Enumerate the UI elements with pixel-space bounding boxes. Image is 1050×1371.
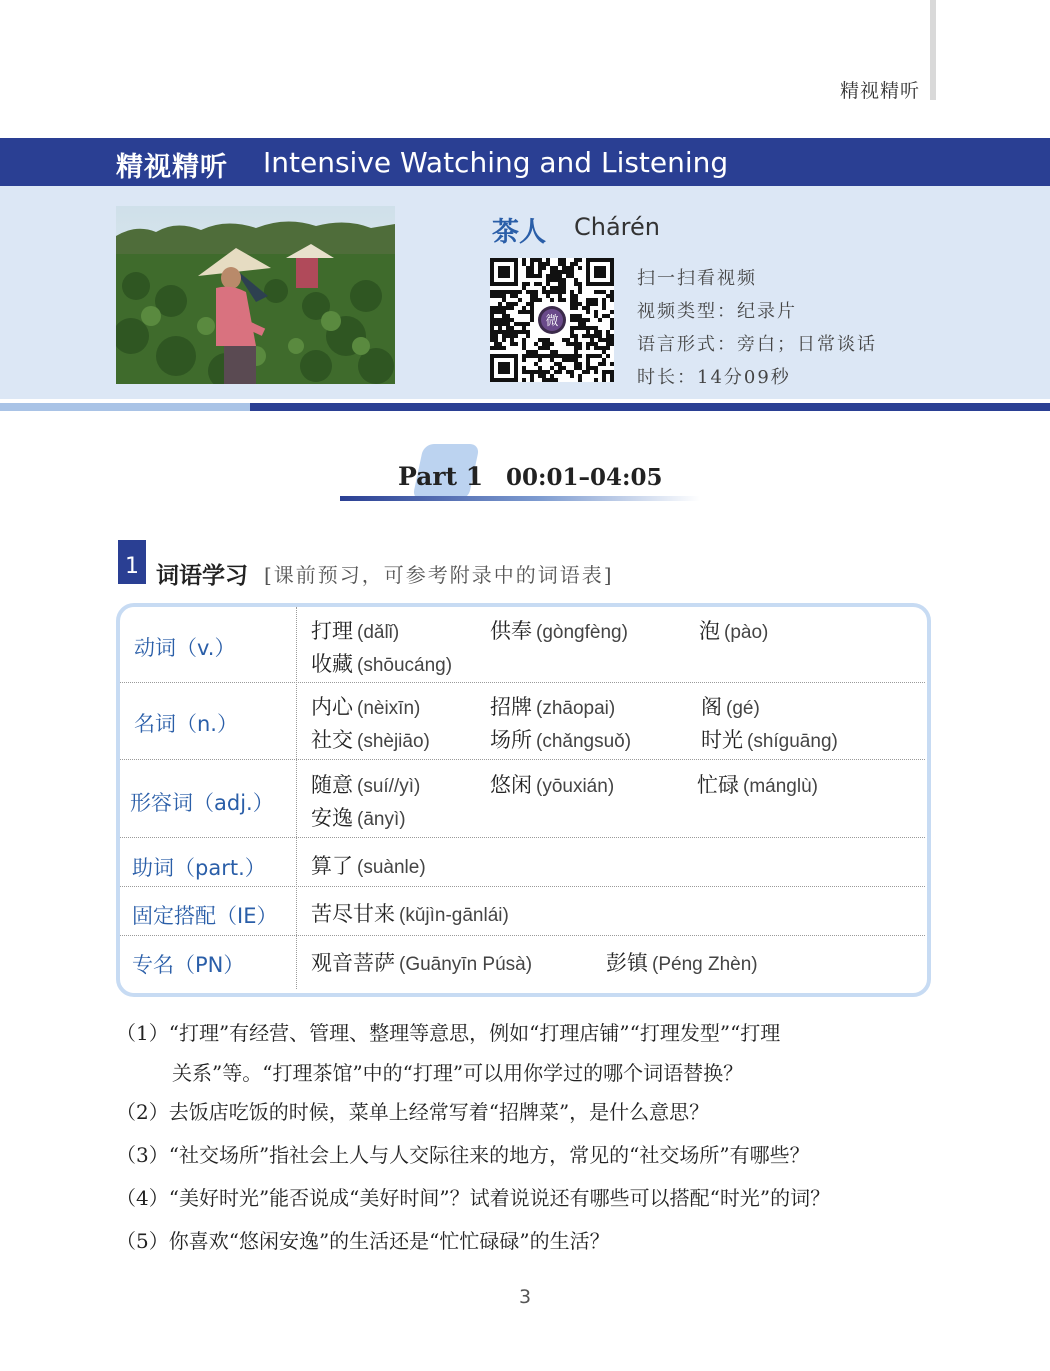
vocab-entry xyxy=(699,615,768,645)
vocab-entry xyxy=(490,724,631,754)
vocab-entry xyxy=(490,615,628,645)
vocab-word: 阁 xyxy=(701,695,722,719)
vocab-pinyin: (yōuxián) xyxy=(536,776,615,797)
vocab-pinyin: (chǎngsuǒ) xyxy=(536,731,632,752)
question-number: （3） xyxy=(116,1143,169,1167)
vocab-word: 内心 xyxy=(311,695,353,719)
banner-title-en: Intensive Watching and Listening xyxy=(263,146,729,179)
vocab-pinyin: (Péng Zhèn) xyxy=(652,954,758,975)
question-number: （5） xyxy=(116,1229,169,1253)
vocab-column-divider xyxy=(296,607,297,989)
question-2 xyxy=(116,1099,709,1125)
vocab-word: 忙碌 xyxy=(697,773,739,797)
vocab-word: 彭镇 xyxy=(606,951,648,975)
vocab-pinyin: (pào) xyxy=(724,622,769,643)
vocab-word: 随意 xyxy=(311,773,353,797)
question-number: （1） xyxy=(116,1021,169,1045)
video-meta xyxy=(637,262,877,394)
vocab-word: 社交 xyxy=(311,728,353,752)
vocab-entry xyxy=(311,769,420,799)
section-title: 词语学习 xyxy=(156,563,248,589)
row-divider xyxy=(120,886,925,887)
duration: 时长：14分09秒 xyxy=(637,367,791,388)
scan-hint: 扫一扫看视频 xyxy=(637,268,757,289)
row-divider xyxy=(120,682,925,683)
vocab-pinyin: (shèjiāo) xyxy=(357,731,430,752)
question-number: （2） xyxy=(116,1100,169,1124)
pos-label-noun: 名词（n.） xyxy=(134,712,238,736)
pos-label-proper-noun: 专名（PN） xyxy=(132,953,245,977)
vocab-entry xyxy=(701,691,760,721)
vocab-pinyin: (suí//yì) xyxy=(357,776,421,797)
video-thumbnail[interactable] xyxy=(116,206,395,384)
video-type: 视频类型：纪录片 xyxy=(637,301,797,322)
running-head: 精视精听 xyxy=(839,80,920,102)
vocab-pinyin: (mánglù) xyxy=(743,776,818,797)
vocab-entry xyxy=(606,947,758,977)
vocab-entry xyxy=(311,648,452,678)
vocab-entry xyxy=(311,802,406,832)
question-3 xyxy=(116,1142,810,1168)
vocab-pinyin: (gé) xyxy=(726,698,760,719)
language-form: 语言形式：旁白；日常谈话 xyxy=(637,334,877,355)
vocab-word: 悠闲 xyxy=(490,773,532,797)
part-label: Part 1 xyxy=(398,462,484,491)
pos-label-verb: 动词（v.） xyxy=(134,636,236,660)
vocab-word: 泡 xyxy=(699,619,720,643)
qr-badge: 微 xyxy=(545,314,559,329)
question-text: “社交场所”指社会上人与人交际往来的地方，常见的“社交场所”有哪些？ xyxy=(168,1143,810,1167)
vocab-pinyin: (shōucáng) xyxy=(357,655,453,676)
row-divider xyxy=(120,935,925,936)
divider-stripe-light xyxy=(0,403,250,411)
question-text: 去饭店吃饭的时候，菜单上经常写着“招牌菜”，是什么意思？ xyxy=(168,1100,710,1124)
tea-field-photo xyxy=(116,206,395,384)
header-divider xyxy=(930,0,936,100)
section-note: [课前预习，可参考附录中的词语表] xyxy=(264,563,614,587)
vocab-entry xyxy=(490,769,614,799)
vocab-pinyin: (ānyì) xyxy=(357,809,406,830)
question-1 xyxy=(116,1020,780,1046)
vocab-entry xyxy=(311,947,532,977)
vocab-entry xyxy=(697,769,818,799)
video-title-pinyin: Chárén xyxy=(574,213,660,241)
video-title-cn: 茶人 xyxy=(492,217,546,248)
section-number: 1 xyxy=(125,554,139,579)
question-4 xyxy=(116,1185,830,1211)
pos-label-particle: 助词（part.） xyxy=(132,856,266,880)
vocab-pinyin: (Guānyīn Púsà) xyxy=(399,954,533,975)
vocab-pinyin: (kǔjìn-gānlái) xyxy=(399,905,509,926)
qr-code[interactable] xyxy=(490,258,614,382)
divider-stripe-dark xyxy=(250,403,1050,411)
vocab-pinyin: (dǎlǐ) xyxy=(357,622,400,643)
row-divider xyxy=(120,759,925,760)
question-number: （4） xyxy=(116,1186,169,1210)
part-timecode: 00:01–04:05 xyxy=(506,464,663,491)
vocab-word: 场所 xyxy=(490,728,532,752)
vocab-word: 打理 xyxy=(311,619,353,643)
part-underline xyxy=(340,496,700,501)
question-text: “打理”有经营、管理、整理等意思，例如“打理店铺”“打理发型”“打理 xyxy=(168,1021,781,1045)
vocab-entry xyxy=(311,615,399,645)
vocab-pinyin: (zhāopai) xyxy=(536,698,616,719)
vocab-word: 招牌 xyxy=(490,695,532,719)
qr-code-pattern xyxy=(490,258,614,382)
vocab-word: 算了 xyxy=(311,854,353,878)
question-5 xyxy=(116,1228,610,1254)
question-text: 你喜欢“悠闲安逸”的生活还是“忙忙碌碌”的生活？ xyxy=(168,1229,610,1253)
vocab-entry xyxy=(311,691,420,721)
vocab-entry xyxy=(701,724,838,754)
vocab-word: 安逸 xyxy=(311,806,353,830)
vocab-entry xyxy=(311,898,509,928)
vocab-pinyin: (shíguāng) xyxy=(747,731,838,752)
vocab-word: 观音菩萨 xyxy=(311,951,395,975)
vocab-word: 时光 xyxy=(701,728,743,752)
vocab-pinyin: (suànle) xyxy=(357,857,426,878)
vocab-word: 供奉 xyxy=(490,619,532,643)
vocab-entry xyxy=(311,724,430,754)
vocab-pinyin: (gòngfèng) xyxy=(536,622,628,643)
question-1-continued: 关系”等。“打理茶馆”中的“打理”可以用你学过的哪个词语替换？ xyxy=(172,1061,744,1085)
row-divider xyxy=(120,837,925,838)
page-number: 3 xyxy=(518,1286,532,1308)
vocab-entry xyxy=(311,850,426,880)
vocab-entry xyxy=(490,691,615,721)
pos-label-adj: 形容词（adj.） xyxy=(130,791,274,815)
pos-label-idiom: 固定搭配（IE） xyxy=(132,904,278,928)
vocab-word: 苦尽甘来 xyxy=(311,902,395,926)
vocab-pinyin: (nèixīn) xyxy=(357,698,421,719)
question-text: “美好时光”能否说成“美好时间”？试着说说还有哪些可以搭配“时光”的词？ xyxy=(168,1186,831,1210)
banner-title-cn: 精视精听 xyxy=(116,152,228,183)
vocab-word: 收藏 xyxy=(311,652,353,676)
